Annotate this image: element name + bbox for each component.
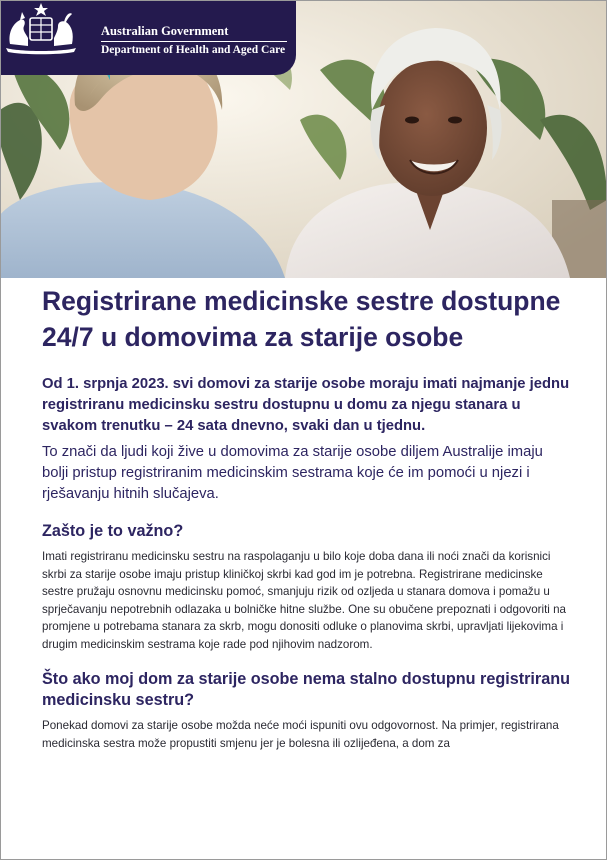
section-text-no-nurse: Ponekad domovi za starije osobe možda neće moći ispuniti ovu odgovornost. Na primjer, registrirana medicinska sestra može propustiti smjenu jer je bolesna ili ozlijeđena, a dom za bbox=[42, 719, 559, 750]
intro-paragraph: To znači da ljudi koji žive u domovima za starije osobe diljem Australije imaju bolji pristup registriranim medicinskim sestrama koje će im pomoći u njezi i rješavanju hitnih slučajeva. bbox=[42, 444, 543, 502]
government-banner bbox=[0, 0, 296, 75]
banner-divider bbox=[101, 41, 287, 42]
section-text-why-important: Imati registriranu medicinsku sestru na raspolaganju u bilo koje doba dana ili noći znači da korisnici skrbi za starije osobe imaju pristup kliničkoj skrbi kad god im je potrebna. Registrirane medicinske sestre pružaju osnovnu medicinsku pomoć, smanjuju rizik od ozljeda u stanara domova i pomažu u sprječavanju nepotrebnih odlazaka u bolničke hitne službe. One su obučene prepoznati i odgovoriti na promjene u potrebama stanara za skrb, mogu donositi odluke o planovima skrbi, upravljati lijekovima i drugim medicinskim sestrama koje rade pod njihovim nadzorom. bbox=[42, 550, 567, 651]
section-heading-why-important: Zašto je to važno? bbox=[42, 522, 184, 540]
department-name: Department of Health and Aged Care bbox=[101, 44, 286, 56]
section-heading-no-nurse: Što ako moj dom za starije osobe nema stalno dostupnu registriranu medicinsku sestru? bbox=[42, 670, 570, 709]
lead-paragraph: Od 1. srpnja 2023. svi domovi za starije osobe moraju imati najmanje jednu registriranu medicinsku sestru dostupnu u domu za njegu stanara u svakom trenutku – 24 sata dnevno, svaki dan u tjednu. bbox=[42, 376, 570, 434]
government-name: Australian Government bbox=[101, 24, 229, 38]
document-body bbox=[42, 283, 572, 752]
hero-photo bbox=[0, 0, 607, 278]
coat-of-arms-icon bbox=[0, 0, 82, 56]
page-title: Registrirane medicinske sestre dostupne 24/7 u domovima za starije osobe bbox=[42, 286, 561, 352]
